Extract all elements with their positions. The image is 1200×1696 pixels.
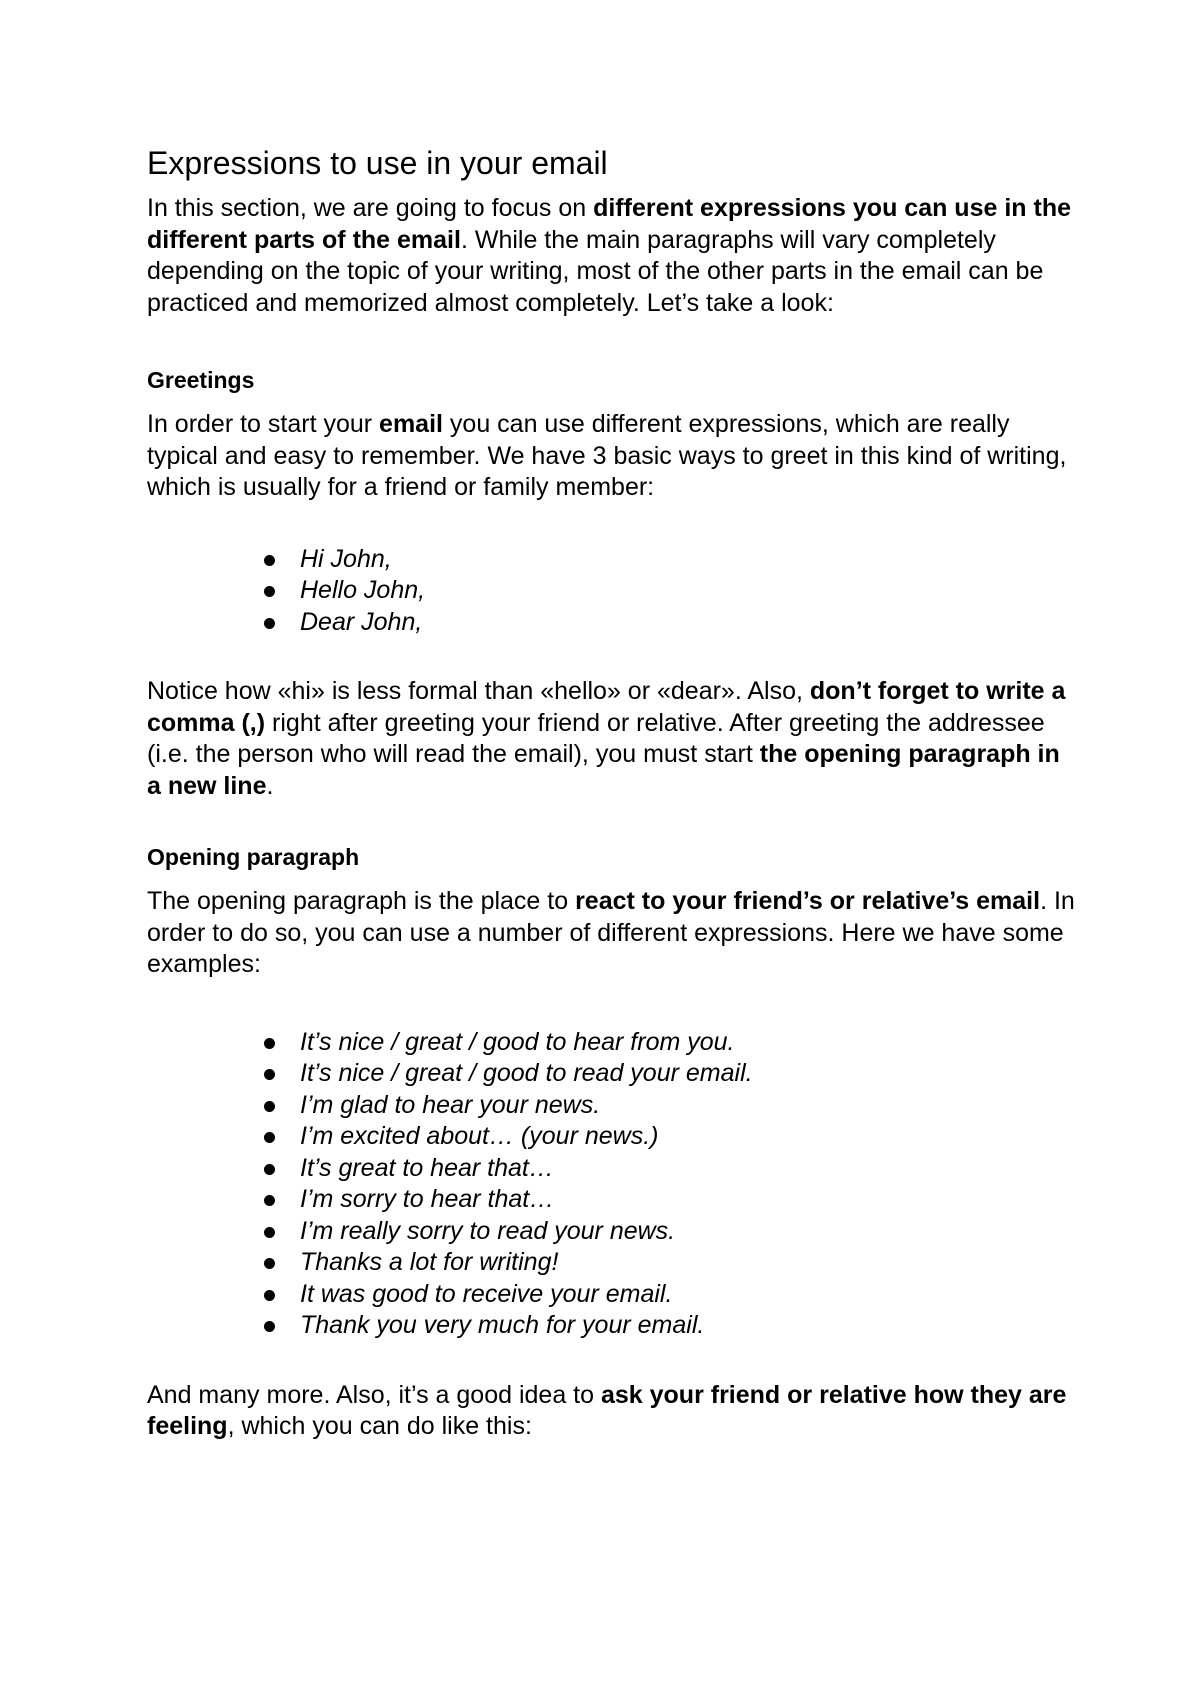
list-item-text: I’m excited about… (your news.): [300, 1122, 659, 1150]
opening-list: [147, 1027, 1080, 1342]
greetings-text-2: you can use different expressions, which are really typical and easy to remember. We have 3 basic ways to greet in this kind of writing, which is usually for a friend or family member:: [147, 410, 1067, 501]
bullet-icon: [264, 1258, 275, 1269]
intro-paragraph: [147, 193, 1080, 319]
bullet-icon: [264, 1227, 275, 1238]
opening-text-2: . In order to do so, you can use a number of different expressions. Here we have some examples:: [147, 887, 1075, 978]
list-item-text: It’s nice / great / good to read your email.: [300, 1059, 753, 1087]
list-item: [264, 1279, 1080, 1311]
list-item: [264, 1090, 1080, 1122]
bullet-icon: [264, 1195, 275, 1206]
list-item: [264, 1058, 1080, 1090]
spacer: [147, 504, 1080, 544]
list-item: [264, 607, 1080, 639]
list-item-text: I’m glad to hear your news.: [300, 1090, 601, 1119]
spacer: [147, 1342, 1080, 1380]
bullet-icon: [264, 555, 275, 566]
opening-p2-bold-1: ask your friend or relative how they are feeling: [147, 1380, 1067, 1440]
spacer: [147, 981, 1080, 1027]
opening-paragraph-2: [147, 1380, 1080, 1443]
bullet-icon: [264, 1069, 275, 1080]
bullet-icon: [264, 1101, 275, 1112]
greetings-p2-text-1: Notice how «hi» is less formal than «hello» or «dear». Also,: [147, 677, 810, 705]
list-item: [264, 1153, 1080, 1185]
spacer: [147, 395, 1080, 409]
list-item-text: Hello John,: [300, 576, 426, 604]
list-item-text: I’m sorry to hear that…: [300, 1185, 555, 1213]
greetings-bold-1: email: [379, 410, 443, 438]
intro-text-1: In this section, we are going to focus on: [147, 194, 594, 222]
opening-p2-text-2: , which you can do like this:: [227, 1412, 532, 1440]
opening-text-1: The opening paragraph is the place to: [147, 887, 576, 915]
bullet-icon: [264, 1038, 275, 1049]
spacer: [147, 872, 1080, 886]
bullet-icon: [264, 1132, 275, 1143]
list-item: [264, 544, 1080, 576]
list-item-text: It was good to receive your email.: [300, 1279, 673, 1308]
bullet-icon: [264, 1290, 275, 1301]
spacer: [147, 319, 1080, 365]
list-item-text: Dear John,: [300, 607, 423, 636]
greetings-text-1: In order to start your: [147, 410, 380, 438]
opening-heading: Opening paragraph: [147, 844, 360, 870]
opening-p2-text-1: And many more. Also, it’s a good idea to: [147, 1380, 601, 1409]
greetings-p2-bold-2: the opening paragraph in a new line: [147, 740, 1060, 800]
list-item-text: Thanks a lot for writing!: [300, 1248, 559, 1276]
list-item: [264, 1121, 1080, 1153]
bullet-icon: [264, 618, 275, 629]
greetings-p2-bold-1: don’t forget to write a comma (,): [147, 677, 1066, 737]
greetings-heading: Greetings: [147, 367, 255, 393]
list-item: [264, 1247, 1080, 1279]
greetings-p2-text-3: .: [266, 771, 274, 800]
list-item: [264, 1184, 1080, 1216]
list-item-text: It’s nice / great / good to hear from you.: [300, 1027, 735, 1056]
greetings-paragraph-1: [147, 409, 1080, 504]
list-item-text: I’m really sorry to read your news.: [300, 1216, 676, 1245]
list-item: [264, 1310, 1080, 1342]
greetings-list: [147, 544, 1080, 639]
list-item: [264, 1027, 1080, 1059]
bullet-icon: [264, 1321, 275, 1332]
list-item-text: It’s great to hear that…: [300, 1153, 554, 1182]
greetings-paragraph-2: [147, 676, 1080, 802]
spacer: [147, 638, 1080, 676]
bullet-icon: [264, 586, 275, 597]
intro-bold-1: different expressions you can use in the different parts of the email: [147, 194, 1071, 254]
list-item: [264, 1216, 1080, 1248]
list-item: [264, 575, 1080, 607]
opening-bold-1: react to your friend’s or relative’s email: [575, 887, 1041, 915]
intro-text-2: . While the main paragraphs will vary completely depending on the topic of your writing, most of the other parts in the email can be practiced and memorized almost completely. Let’s take a look:: [147, 225, 1044, 317]
list-item-text: Thank you very much for your email.: [300, 1311, 705, 1339]
page-title: Expressions to use in your email: [147, 145, 608, 181]
opening-paragraph-1: [147, 886, 1080, 981]
spacer: [147, 802, 1080, 842]
list-item-text: Hi John,: [300, 544, 392, 573]
bullet-icon: [264, 1164, 275, 1175]
greetings-p2-text-2: right after greeting your friend or relative. After greeting the addressee (i.e. the person who will read the email), you must start: [147, 708, 1045, 768]
